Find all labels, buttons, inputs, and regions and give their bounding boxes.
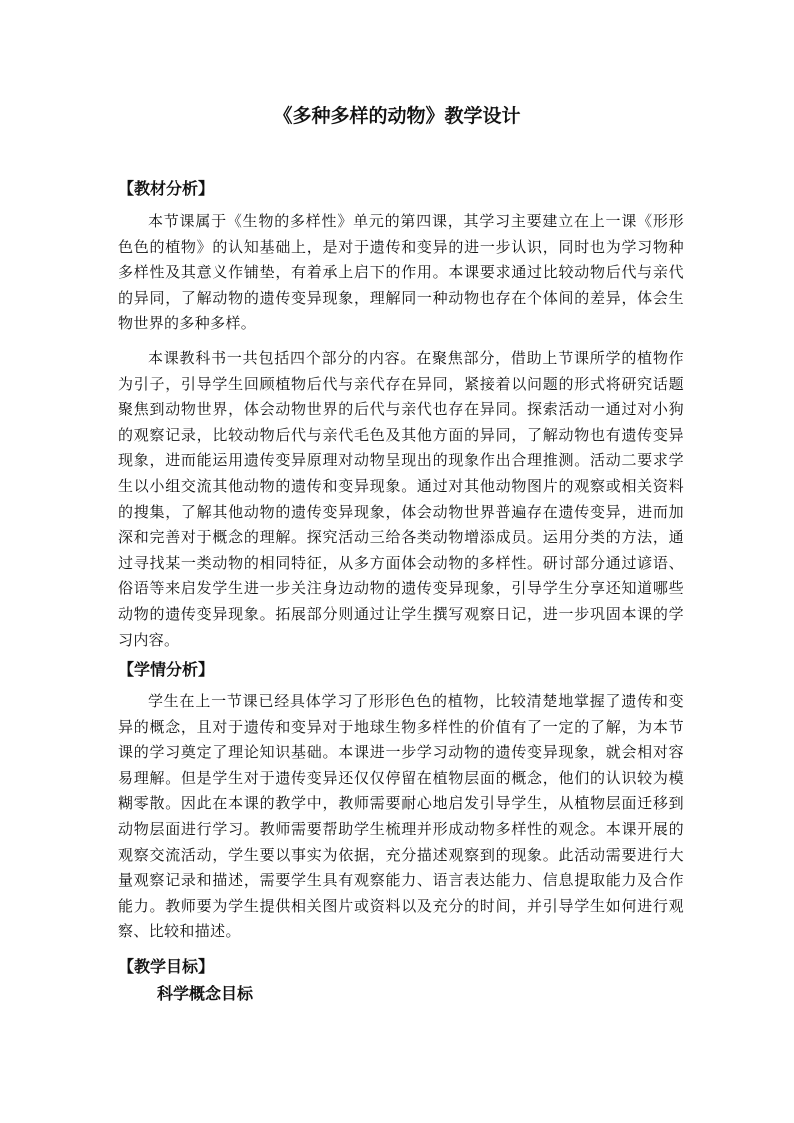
section-heading-student-analysis: 【学情分析】 [118, 660, 215, 679]
paragraph-material-analysis-2: 本课教科书一共包括四个部分的内容。在聚焦部分，借助上节课所学的植物作为引子，引导学生回顾植物后代与亲代存在异同，紧接着以问题的形式将研究话题聚焦到动物世界，体会动物世界的后代与亲代也存在异同。探索活动一通过对小狗的观察记录，比较动物后代与亲代毛色及其他方面的异同，了解动物也有遗传变异现象，进而能运用遗传变异原理对动物呈现出的现象作出合理推测。活动二要求学生以小组交流其他动物的遗传和变异现象。通过对其他动物图片的观察或相关资料的搜集，了解其他动物的遗传变异现象，体会动物世界普遍存在遗传变异，进而加深和完善对于概念的理解。探究活动三给各类动物增添成员。运用分类的方法，通过寻找某一类动物的相同特征，从多方面体会动物的多样性。研讨部分通过谚语、俗语等来启发学生进一步关注身边动物的遗传变异现象，引导学生分享还知道哪些动物的遗传变异现象。拓展部分则通过让学生撰写观察日记，进一步巩固本课的学习内容。 [118, 349, 684, 649]
document-title: 《多种多样的动物》教学设计 [273, 105, 521, 127]
section-heading-material-analysis: 【教材分析】 [118, 179, 215, 198]
paragraph-material-analysis-1: 本节课属于《生物的多样性》单元的第四课，其学习主要建立在上一课《形形色色的植物》的认知基础上，是对于遗传和变异的进一步认识，同时也为学习物种多样性及其意义作铺垫，有着承上启下的作用。本课要求通过比较动物后代与亲代的异同，了解动物的遗传变异现象，理解同一种动物也存在个体间的差异，体会生物世界的多种多样。 [118, 212, 684, 333]
paragraph-student-analysis-1: 学生在上一节课已经具体学习了形形色色的植物，比较清楚地掌握了遗传和变异的概念，且对于遗传和变异对于地球生物多样性的价值有了一定的了解，为本节课的学习奠定了理论知识基础。本课进一步学习动物的遗传变异现象，就会相对容易理解。但是学生对于遗传变异还仅仅停留在植物层面的概念，他们的认识较为模糊零散。因此在本课的教学中，教师需要耐心地启发引导学生，从植物层面迁移到动物层面进行学习。教师需要帮助学生梳理并形成动物多样性的观念。本课开展的观察交流活动，学生要以事实为依据，充分描述观察到的现象。此活动需要进行大量观察记录和描述，需要学生具有观察能力、语言表达能力、信息提取能力及合作能力。教师要为学生提供相关图片或资料以及充分的时间，并引导学生如何进行观察、比较和描述。 [118, 692, 684, 941]
section-heading-teaching-goals: 【教学目标】 [118, 957, 215, 976]
subheading-science-concept-goals: 科学概念目标 [157, 984, 254, 1003]
